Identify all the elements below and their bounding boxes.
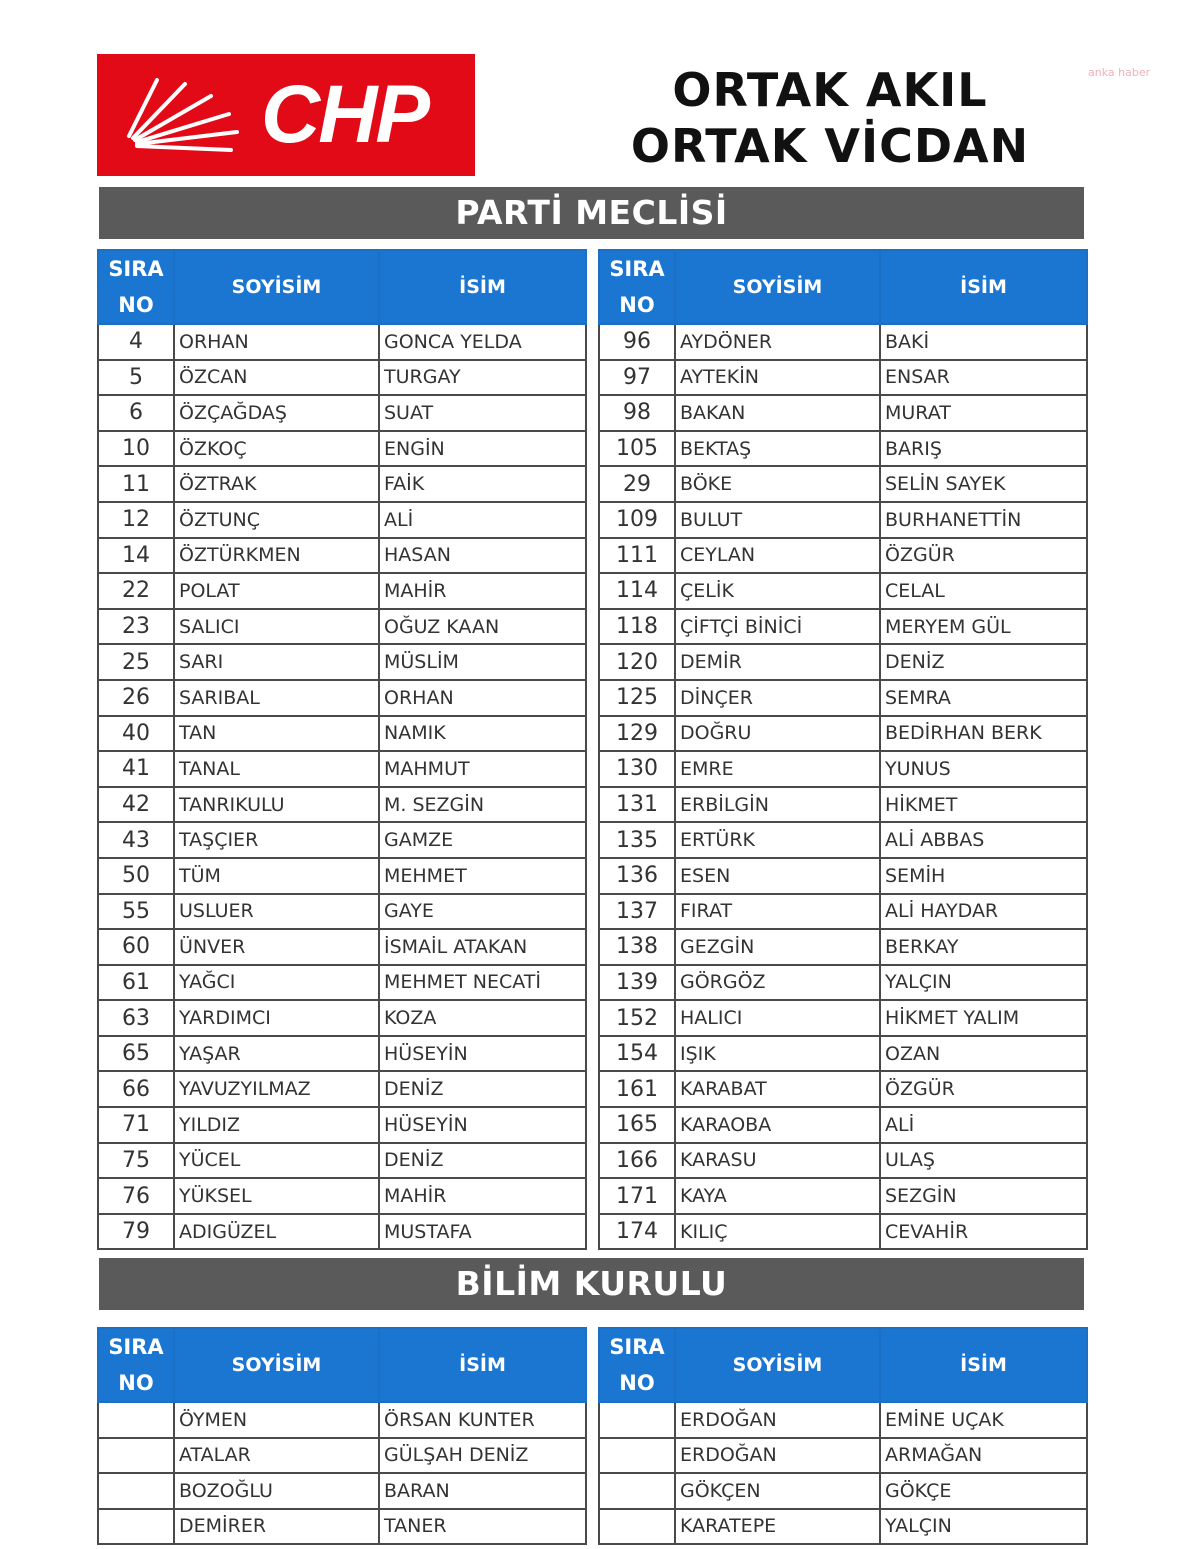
isim-cell: YALÇIN xyxy=(880,1509,1087,1545)
sira-no-cell: 23 xyxy=(98,609,174,645)
table-row xyxy=(599,1036,1087,1072)
sira-no-cell: 63 xyxy=(98,1000,174,1036)
header-sira-no: SIRA NO xyxy=(98,250,174,324)
soyisim-cell: IŞIK xyxy=(675,1036,880,1072)
soyisim-cell: ÇELİK xyxy=(675,573,880,609)
sira-no-cell: 79 xyxy=(98,1214,174,1250)
header-sira-no: SIRA NO xyxy=(599,250,675,324)
isim-cell: BARIŞ xyxy=(880,431,1087,467)
table-row xyxy=(599,894,1087,930)
soyisim-cell: DEMİR xyxy=(675,644,880,680)
isim-cell: OZAN xyxy=(880,1036,1087,1072)
soyisim-cell: BULUT xyxy=(675,502,880,538)
sira-no-cell: 109 xyxy=(599,502,675,538)
isim-cell: BEDİRHAN BERK xyxy=(880,716,1087,752)
isim-cell: OĞUZ KAAN xyxy=(379,609,586,645)
isim-cell: HİKMET xyxy=(880,787,1087,823)
sira-no-cell xyxy=(98,1402,174,1438)
sira-no-cell: 97 xyxy=(599,360,675,396)
soyisim-cell: TANRIKULU xyxy=(174,787,379,823)
parti-meclisi-table-right xyxy=(598,249,1088,1250)
isim-cell: GÜLŞAH DENİZ xyxy=(379,1438,586,1474)
header-isim: İSİM xyxy=(880,1328,1087,1402)
sira-no-cell: 14 xyxy=(98,538,174,574)
soyisim-cell: KAYA xyxy=(675,1178,880,1214)
soyisim-cell: YARDIMCI xyxy=(174,1000,379,1036)
isim-cell: SELİN SAYEK xyxy=(880,466,1087,502)
soyisim-cell: DEMİRER xyxy=(174,1509,379,1545)
isim-cell: SUAT xyxy=(379,395,586,431)
table-row xyxy=(98,573,586,609)
isim-cell: GONCA YELDA xyxy=(379,324,586,360)
sira-no-cell: 137 xyxy=(599,894,675,930)
sira-no-cell: 10 xyxy=(98,431,174,467)
sira-no-cell: 118 xyxy=(599,609,675,645)
sira-no-cell: 171 xyxy=(599,1178,675,1214)
soyisim-cell: KARABAT xyxy=(675,1071,880,1107)
table-row xyxy=(599,644,1087,680)
soyisim-cell: AYDÖNER xyxy=(675,324,880,360)
isim-cell: İSMAİL ATAKAN xyxy=(379,929,586,965)
sira-no-cell: 114 xyxy=(599,573,675,609)
table-row xyxy=(98,1509,586,1545)
soyisim-cell: ERTÜRK xyxy=(675,822,880,858)
isim-cell: MEHMET xyxy=(379,858,586,894)
table-row xyxy=(599,1000,1087,1036)
isim-cell: GÖKÇE xyxy=(880,1473,1087,1509)
isim-cell: ENSAR xyxy=(880,360,1087,396)
soyisim-cell: KARASU xyxy=(675,1143,880,1179)
sira-no-cell: 11 xyxy=(98,466,174,502)
isim-cell: BARAN xyxy=(379,1473,586,1509)
sira-no-cell xyxy=(599,1402,675,1438)
header-soyisim: SOYİSİM xyxy=(174,1328,379,1402)
isim-cell: BERKAY xyxy=(880,929,1087,965)
sira-no-cell: 105 xyxy=(599,431,675,467)
table-row xyxy=(599,751,1087,787)
sira-no-cell: 42 xyxy=(98,787,174,823)
soyisim-cell: YAVUZYILMAZ xyxy=(174,1071,379,1107)
table-row xyxy=(98,1071,586,1107)
sira-no-cell: 65 xyxy=(98,1036,174,1072)
table-row xyxy=(599,1402,1087,1438)
sira-no-cell: 136 xyxy=(599,858,675,894)
soyisim-cell: CEYLAN xyxy=(675,538,880,574)
sira-no-cell: 66 xyxy=(98,1071,174,1107)
header-isim: İSİM xyxy=(880,250,1087,324)
soyisim-cell: ÖYMEN xyxy=(174,1402,379,1438)
soyisim-cell: ÜNVER xyxy=(174,929,379,965)
isim-cell: ÖZGÜR xyxy=(880,538,1087,574)
header-sira-no: SIRA NO xyxy=(98,1328,174,1402)
soyisim-cell: ÇİFTÇİ BİNİCİ xyxy=(675,609,880,645)
isim-cell: MERYEM GÜL xyxy=(880,609,1087,645)
soyisim-cell: YAĞCI xyxy=(174,965,379,1001)
isim-cell: ORHAN xyxy=(379,680,586,716)
sira-no-cell: 40 xyxy=(98,716,174,752)
table-row xyxy=(98,1000,586,1036)
soyisim-cell: ERBİLGİN xyxy=(675,787,880,823)
table-row xyxy=(599,1178,1087,1214)
isim-cell: MUSTAFA xyxy=(379,1214,586,1250)
soyisim-cell: SALICI xyxy=(174,609,379,645)
sira-no-cell: 161 xyxy=(599,1071,675,1107)
isim-cell: ALİ ABBAS xyxy=(880,822,1087,858)
sira-no-cell: 22 xyxy=(98,573,174,609)
isim-cell: ÖRSAN KUNTER xyxy=(379,1402,586,1438)
isim-cell: FAİK xyxy=(379,466,586,502)
soyisim-cell: YILDIZ xyxy=(174,1107,379,1143)
table-row xyxy=(599,502,1087,538)
isim-cell: ULAŞ xyxy=(880,1143,1087,1179)
soyisim-cell: USLUER xyxy=(174,894,379,930)
sira-no-cell: 120 xyxy=(599,644,675,680)
isim-cell: MAHİR xyxy=(379,573,586,609)
isim-cell: ÖZGÜR xyxy=(880,1071,1087,1107)
six-arrows-icon xyxy=(123,74,253,158)
sira-no-cell xyxy=(599,1473,675,1509)
soyisim-cell: ORHAN xyxy=(174,324,379,360)
sira-no-cell: 138 xyxy=(599,929,675,965)
header-isim: İSİM xyxy=(379,250,586,324)
soyisim-cell: ÖZKOÇ xyxy=(174,431,379,467)
table-row xyxy=(599,1438,1087,1474)
table-row xyxy=(599,1473,1087,1509)
table-row xyxy=(599,395,1087,431)
soyisim-cell: ÖZTRAK xyxy=(174,466,379,502)
soyisim-cell: ERDOĞAN xyxy=(675,1438,880,1474)
table-row xyxy=(599,538,1087,574)
soyisim-cell: GÖKÇEN xyxy=(675,1473,880,1509)
sira-no-cell: 41 xyxy=(98,751,174,787)
isim-cell: YALÇIN xyxy=(880,965,1087,1001)
table-row xyxy=(98,787,586,823)
isim-cell: SEMİH xyxy=(880,858,1087,894)
soyisim-cell: ESEN xyxy=(675,858,880,894)
sira-no-cell xyxy=(599,1438,675,1474)
isim-cell: CELAL xyxy=(880,573,1087,609)
soyisim-cell: ERDOĞAN xyxy=(675,1402,880,1438)
sira-no-cell: 130 xyxy=(599,751,675,787)
table-row xyxy=(599,466,1087,502)
isim-cell: BURHANETTİN xyxy=(880,502,1087,538)
isim-cell: MÜSLİM xyxy=(379,644,586,680)
table-row xyxy=(98,644,586,680)
isim-cell: YUNUS xyxy=(880,751,1087,787)
isim-cell: DENİZ xyxy=(880,644,1087,680)
soyisim-cell: KILIÇ xyxy=(675,1214,880,1250)
sira-no-cell: 165 xyxy=(599,1107,675,1143)
soyisim-cell: ÖZTÜRKMEN xyxy=(174,538,379,574)
soyisim-cell: BÖKE xyxy=(675,466,880,502)
sira-no-cell: 154 xyxy=(599,1036,675,1072)
sira-no-cell: 55 xyxy=(98,894,174,930)
table-row xyxy=(98,822,586,858)
soyisim-cell: GEZGİN xyxy=(675,929,880,965)
sira-no-cell xyxy=(599,1509,675,1545)
isim-cell: ALİ xyxy=(880,1107,1087,1143)
table-row xyxy=(599,1071,1087,1107)
isim-cell: MAHİR xyxy=(379,1178,586,1214)
sira-no-cell: 75 xyxy=(98,1143,174,1179)
table-row xyxy=(98,1438,586,1474)
soyisim-cell: SARIBAL xyxy=(174,680,379,716)
soyisim-cell: TAŞÇIER xyxy=(174,822,379,858)
sira-no-cell: 50 xyxy=(98,858,174,894)
table-row xyxy=(98,466,586,502)
sira-no-cell: 139 xyxy=(599,965,675,1001)
soyisim-cell: DOĞRU xyxy=(675,716,880,752)
soyisim-cell: BAKAN xyxy=(675,395,880,431)
sira-no-cell: 125 xyxy=(599,680,675,716)
soyisim-cell: BOZOĞLU xyxy=(174,1473,379,1509)
soyisim-cell: ÖZTUNÇ xyxy=(174,502,379,538)
soyisim-cell: TAN xyxy=(174,716,379,752)
isim-cell: TURGAY xyxy=(379,360,586,396)
sira-no-cell xyxy=(98,1509,174,1545)
isim-cell: ALİ HAYDAR xyxy=(880,894,1087,930)
table-row xyxy=(98,929,586,965)
isim-cell: MAHMUT xyxy=(379,751,586,787)
table-row xyxy=(599,929,1087,965)
table-row xyxy=(599,573,1087,609)
sira-no-cell: 71 xyxy=(98,1107,174,1143)
table-row xyxy=(599,858,1087,894)
sira-no-cell xyxy=(98,1473,174,1509)
isim-cell: HÜSEYİN xyxy=(379,1036,586,1072)
table-row xyxy=(98,1107,586,1143)
slogan xyxy=(590,62,1070,174)
header-isim: İSİM xyxy=(379,1328,586,1402)
table-row xyxy=(98,538,586,574)
sira-no-cell: 111 xyxy=(599,538,675,574)
table-row xyxy=(599,680,1087,716)
bilim-kurulu-table-left xyxy=(97,1327,587,1545)
bilim-kurulu-table-right xyxy=(598,1327,1088,1545)
table-row xyxy=(98,324,586,360)
soyisim-cell: FIRAT xyxy=(675,894,880,930)
soyisim-cell: BEKTAŞ xyxy=(675,431,880,467)
table-row xyxy=(599,716,1087,752)
chp-logo xyxy=(97,54,475,176)
table-row xyxy=(98,395,586,431)
table-row xyxy=(98,1178,586,1214)
table-row xyxy=(599,1143,1087,1179)
isim-cell: ARMAĞAN xyxy=(880,1438,1087,1474)
soyisim-cell: ADIGÜZEL xyxy=(174,1214,379,1250)
parti-meclisi-table-left xyxy=(97,249,587,1250)
table-row xyxy=(98,894,586,930)
table-row xyxy=(599,1214,1087,1250)
sira-no-cell: 26 xyxy=(98,680,174,716)
soyisim-cell: YAŞAR xyxy=(174,1036,379,1072)
header-soyisim: SOYİSİM xyxy=(675,1328,880,1402)
soyisim-cell: YÜKSEL xyxy=(174,1178,379,1214)
soyisim-cell: ÖZÇAĞDAŞ xyxy=(174,395,379,431)
table-row xyxy=(599,609,1087,645)
table-row xyxy=(98,858,586,894)
table-row xyxy=(599,360,1087,396)
table-row xyxy=(599,822,1087,858)
sira-no-cell: 129 xyxy=(599,716,675,752)
soyisim-cell: AYTEKİN xyxy=(675,360,880,396)
table-row xyxy=(98,1473,586,1509)
sira-no-cell: 61 xyxy=(98,965,174,1001)
soyisim-cell: TÜM xyxy=(174,858,379,894)
isim-cell: HİKMET YALIM xyxy=(880,1000,1087,1036)
isim-cell: ALİ xyxy=(379,502,586,538)
watermark: anka haber xyxy=(1088,66,1151,79)
table-row xyxy=(98,1036,586,1072)
table-row xyxy=(98,431,586,467)
soyisim-cell: YÜCEL xyxy=(174,1143,379,1179)
table-row xyxy=(599,431,1087,467)
soyisim-cell: ÖZCAN xyxy=(174,360,379,396)
slogan-line-1: ORTAK AKIL xyxy=(672,63,988,117)
sira-no-cell: 25 xyxy=(98,644,174,680)
table-row xyxy=(98,965,586,1001)
isim-cell: M. SEZGİN xyxy=(379,787,586,823)
isim-cell: HASAN xyxy=(379,538,586,574)
table-row xyxy=(98,680,586,716)
sira-no-cell: 60 xyxy=(98,929,174,965)
soyisim-cell: ATALAR xyxy=(174,1438,379,1474)
soyisim-cell: DİNÇER xyxy=(675,680,880,716)
table-row xyxy=(599,787,1087,823)
sira-no-cell: 96 xyxy=(599,324,675,360)
isim-cell: BAKİ xyxy=(880,324,1087,360)
sira-no-cell: 12 xyxy=(98,502,174,538)
sira-no-cell: 152 xyxy=(599,1000,675,1036)
sira-no-cell: 29 xyxy=(599,466,675,502)
table-row xyxy=(98,360,586,396)
table-row xyxy=(98,716,586,752)
header-soyisim: SOYİSİM xyxy=(675,250,880,324)
isim-cell: EMİNE UÇAK xyxy=(880,1402,1087,1438)
header-soyisim: SOYİSİM xyxy=(174,250,379,324)
soyisim-cell: POLAT xyxy=(174,573,379,609)
table-row xyxy=(599,324,1087,360)
soyisim-cell: SARI xyxy=(174,644,379,680)
isim-cell: CEVAHİR xyxy=(880,1214,1087,1250)
table-row xyxy=(98,1143,586,1179)
sira-no-cell: 131 xyxy=(599,787,675,823)
sira-no-cell xyxy=(98,1438,174,1474)
section-title-parti-meclisi: PARTİ MECLİSİ xyxy=(99,187,1084,239)
isim-cell: DENİZ xyxy=(379,1143,586,1179)
sira-no-cell: 135 xyxy=(599,822,675,858)
sira-no-cell: 174 xyxy=(599,1214,675,1250)
isim-cell: NAMIK xyxy=(379,716,586,752)
soyisim-cell: KARAOBA xyxy=(675,1107,880,1143)
isim-cell: MURAT xyxy=(880,395,1087,431)
sira-no-cell: 98 xyxy=(599,395,675,431)
soyisim-cell: EMRE xyxy=(675,751,880,787)
sira-no-cell: 5 xyxy=(98,360,174,396)
table-row xyxy=(599,965,1087,1001)
table-row xyxy=(98,1214,586,1250)
isim-cell: DENİZ xyxy=(379,1071,586,1107)
slogan-line-2: ORTAK VİCDAN xyxy=(630,119,1030,173)
isim-cell: SEZGİN xyxy=(880,1178,1087,1214)
isim-cell: GAYE xyxy=(379,894,586,930)
sira-no-cell: 76 xyxy=(98,1178,174,1214)
soyisim-cell: HALICI xyxy=(675,1000,880,1036)
sira-no-cell: 43 xyxy=(98,822,174,858)
logo-text: CHP xyxy=(261,69,429,160)
section-title-bilim-kurulu: BİLİM KURULU xyxy=(99,1258,1084,1310)
table-row xyxy=(98,609,586,645)
isim-cell: MEHMET NECATİ xyxy=(379,965,586,1001)
isim-cell: ENGİN xyxy=(379,431,586,467)
table-row xyxy=(98,1402,586,1438)
sira-no-cell: 4 xyxy=(98,324,174,360)
header-sira-no: SIRA NO xyxy=(599,1328,675,1402)
isim-cell: TANER xyxy=(379,1509,586,1545)
table-row xyxy=(599,1107,1087,1143)
isim-cell: KOZA xyxy=(379,1000,586,1036)
table-row xyxy=(599,1509,1087,1545)
soyisim-cell: GÖRGÖZ xyxy=(675,965,880,1001)
soyisim-cell: TANAL xyxy=(174,751,379,787)
table-row xyxy=(98,502,586,538)
sira-no-cell: 166 xyxy=(599,1143,675,1179)
isim-cell: HÜSEYİN xyxy=(379,1107,586,1143)
soyisim-cell: KARATEPE xyxy=(675,1509,880,1545)
isim-cell: GAMZE xyxy=(379,822,586,858)
table-row xyxy=(98,751,586,787)
isim-cell: SEMRA xyxy=(880,680,1087,716)
sira-no-cell: 6 xyxy=(98,395,174,431)
